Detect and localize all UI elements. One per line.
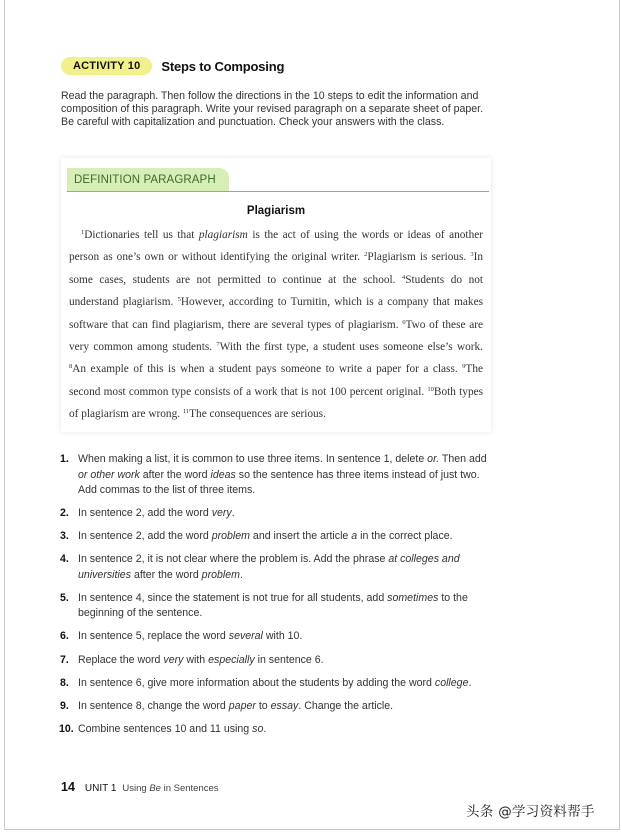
sentence-number: 11 <box>182 408 190 416</box>
step-text: In sentence 8, change the word <box>78 699 229 712</box>
step-text: Then add <box>439 453 487 465</box>
step-term: especially <box>208 653 255 666</box>
sentence-number: 5 <box>177 296 181 304</box>
step-text: to the beginning of the sentence. <box>78 591 468 620</box>
instructions-text: Read the paragraph. Then follow the directions in the 10 steps to edit the information and composition of this paragraph. Write your revised paragraph on a separate sheet of paper. Be careful with capitalization and punctuation. Check your answers with the class. <box>61 90 484 128</box>
unit-title-text: in Sentences <box>160 783 219 794</box>
sentence-term: plagiarism <box>198 229 248 241</box>
step-text: with <box>183 653 209 666</box>
tab-divider <box>67 191 489 192</box>
step-item <box>60 676 492 692</box>
step-text: after the word <box>131 568 202 581</box>
definition-paragraph-box <box>61 158 491 432</box>
step-text: . Change the article. <box>298 699 394 712</box>
sentence-text: Students do not understand plagiarism. <box>69 273 484 309</box>
page-number: 14 <box>61 780 75 794</box>
sentence-text: However, according to Turnitin, which is a company that makes software that can find plagiarism, there are several types of plagiarism. <box>69 296 483 331</box>
step-text: . <box>239 568 243 581</box>
step-term: essay <box>270 699 299 712</box>
unit-title <box>122 783 218 794</box>
step-number: 3. <box>60 530 69 543</box>
sentence-text: Both types of plagiarism are wrong. <box>69 385 483 421</box>
page-footer <box>61 780 219 794</box>
sentence-number: 1 <box>81 229 85 236</box>
step-text: When making a list, it is common to use three items. In sentence 1, delete <box>78 453 428 465</box>
paragraph-title: Plagiarism <box>246 205 306 217</box>
step-term: very <box>211 507 232 520</box>
step-item <box>60 722 492 738</box>
step-term: or. <box>427 453 440 465</box>
step-text: to <box>255 699 271 712</box>
activity-title: Steps to Composing <box>161 58 285 74</box>
step-term: problem <box>211 530 250 543</box>
unit-label: UNIT 1 <box>84 783 117 794</box>
step-item <box>60 591 492 622</box>
activity-badge: ACTIVITY 10 <box>61 57 152 75</box>
step-number: 8. <box>60 676 69 689</box>
sentence-number: 7 <box>216 341 220 349</box>
step-number: 5. <box>60 591 69 604</box>
watermark-text: 头条 @学习资料帮手 <box>466 804 595 820</box>
step-number: 2. <box>60 507 69 520</box>
step-item <box>60 529 492 545</box>
sentence-text: An example of this is when a student pays someone to write a paper for a class. <box>72 363 463 376</box>
sentence <box>69 363 462 375</box>
step-number: 10. <box>59 722 74 735</box>
step-term: a <box>351 530 358 543</box>
step-text: In sentence 2, add the word <box>78 507 212 520</box>
sentence-text: Dictionaries tell us that <box>84 229 199 241</box>
step-number: 4. <box>60 553 69 566</box>
step-term: several <box>228 630 263 643</box>
sentence-text: The consequences are serious. <box>189 408 326 421</box>
step-term: so <box>252 722 264 735</box>
step-term: ideas <box>210 468 236 481</box>
sentence <box>364 251 470 263</box>
step-item <box>60 506 492 522</box>
editing-steps-list <box>60 452 492 745</box>
step-text: in the correct place. <box>357 530 453 543</box>
step-text: Replace the word <box>78 653 164 666</box>
sentence-number: 2 <box>364 251 368 259</box>
sentence-number: 4 <box>402 273 406 281</box>
step-text: In sentence 4, since the statement is not true for all students, add <box>78 591 388 604</box>
step-item <box>60 452 492 499</box>
sentence-text: Two of these are very common among students. <box>69 318 483 354</box>
sentence-text: The second most common type consists of a work that is not 100 percent original. <box>69 363 483 398</box>
sentence-text: is the act of using the words or ideas of another person as one’s own or without identifying the original writer. <box>69 229 483 264</box>
sentence-number: 6 <box>402 318 406 326</box>
step-text: . <box>468 676 472 689</box>
step-term: very <box>163 653 184 666</box>
activity-header <box>61 57 284 75</box>
step-text: In sentence 5, replace the word <box>78 630 229 643</box>
page <box>4 0 620 830</box>
sentence-number: 3 <box>470 251 474 259</box>
definition-paragraph-tab: DEFINITION PARAGRAPH <box>67 168 229 192</box>
step-term: problem <box>201 568 240 581</box>
sentence-number: 9 <box>462 363 466 371</box>
plagiarism-paragraph <box>69 224 483 426</box>
sentence-number: 8 <box>69 363 73 371</box>
sentence-text: Plagiarism is serious. <box>367 251 471 264</box>
sentence <box>216 341 483 353</box>
step-term: sometimes <box>387 591 439 604</box>
step-text: and insert the article <box>249 530 352 543</box>
step-text: after the word <box>139 468 211 481</box>
step-number: 1. <box>60 453 69 465</box>
step-item <box>60 653 492 669</box>
step-text: . <box>263 722 267 735</box>
sentence-number: 10 <box>427 385 434 393</box>
unit-title-term: Be <box>149 783 161 794</box>
step-text: In sentence 6, give more information about the students by adding the word <box>78 676 435 689</box>
sentence-text: In some cases, students are not permitted to continue at the school. <box>69 251 483 286</box>
step-number: 9. <box>60 699 69 712</box>
step-number: 6. <box>60 630 69 643</box>
unit-title-text: Using <box>122 783 150 794</box>
step-item <box>60 629 492 645</box>
step-number: 7. <box>60 653 69 666</box>
step-term: paper <box>228 699 256 712</box>
step-text: with 10. <box>262 630 303 643</box>
step-item <box>60 552 492 583</box>
step-term: at colleges and universities <box>78 553 460 581</box>
step-text: so the sentence has three items instead of just two. Add commas to the list of three items. <box>78 468 480 496</box>
step-term: or other work <box>78 468 140 481</box>
step-term: college <box>434 676 469 689</box>
sentence <box>183 408 326 420</box>
step-text: In sentence 2, add the word <box>78 530 212 543</box>
step-text: . <box>231 507 235 520</box>
step-text: In sentence 2, it is not clear where the problem is. Add the phrase <box>78 553 389 566</box>
step-text: Combine sentences 10 and 11 using <box>78 722 253 735</box>
step-item <box>60 699 492 715</box>
sentence-text: With the first type, a student uses someone else’s work. <box>219 341 483 354</box>
step-text: in sentence 6. <box>254 653 324 666</box>
